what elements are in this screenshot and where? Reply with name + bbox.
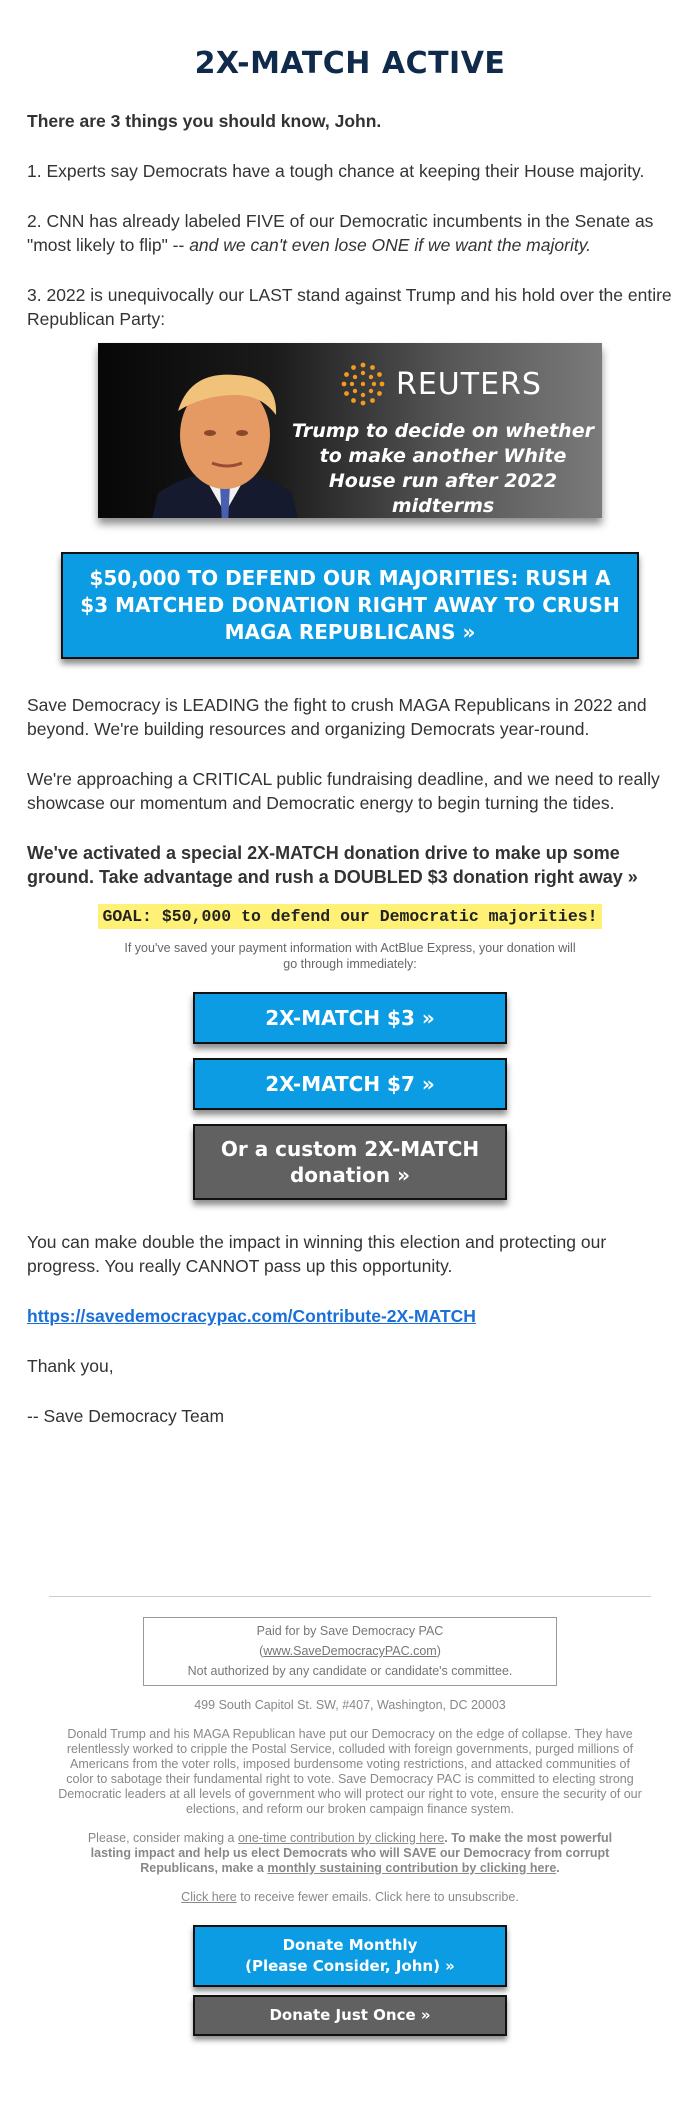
banner-headline: Trump to decide on whether to make another White House run after 2022 midterms	[292, 420, 594, 517]
unsubscribe-text[interactable]: to receive fewer emails. Click here to unsubscribe.	[236, 1890, 519, 1904]
signature: -- Save Democracy Team	[27, 1406, 225, 1426]
footer-divider	[49, 1596, 651, 1597]
monthly-link[interactable]: monthly sustaining contribution by clicking here	[267, 1861, 557, 1875]
footer	[49, 1596, 651, 2036]
thanks-text: Thank you,	[27, 1356, 114, 1376]
donate-7-button[interactable]: 2X-MATCH $7 »	[193, 1058, 507, 1110]
point-2-text: 2. CNN has already labeled FIVE of our Democratic incumbents in the Senate as "most likely to flip" --	[27, 211, 654, 255]
pac-site-link[interactable]: www.SaveDemocracyPAC.com	[263, 1644, 437, 1658]
contribute-link[interactable]: https://savedemocracypac.com/Contribute-2X-MATCH	[27, 1306, 476, 1326]
point-1: 1. Experts say Democrats have a tough chance at keeping their House majority.	[27, 161, 645, 181]
donate-monthly-button[interactable]	[193, 1925, 507, 1987]
body-paragraph-3[interactable]: We've activated a special 2X-MATCH donation drive to make up some ground. Take advantage and rush a DOUBLED $3 donation right away »	[27, 843, 638, 887]
custom-donation-button[interactable]: Or a custom 2X-MATCH donation »	[193, 1124, 507, 1200]
email-body	[27, 0, 673, 2036]
point-2	[27, 209, 673, 257]
consider-text: Please, consider making a	[87, 1831, 238, 1845]
reuters-dots-icon	[340, 361, 386, 407]
main-donate-button[interactable]: $50,000 TO DEFEND OUR MAJORITIES: RUSH A $3 MATCHED DONATION RIGHT AWAY TO CRUSH MAGA REPUBLICANS »	[61, 552, 639, 659]
page-title: 2X-MATCH ACTIVE	[194, 46, 506, 81]
consider-bold-text: . To make the most powerful lasting impact and help us elect Democrats who will SAVE our Democracy from corrupt Republicans, make a	[90, 1831, 613, 1875]
goal-banner	[27, 907, 673, 926]
point-3: 3. 2022 is unequivocally our LAST stand against Trump and his hold over the entire Republican Party:	[27, 285, 672, 329]
reuters-banner-image[interactable]	[98, 343, 602, 518]
one-time-link[interactable]: one-time contribution by clicking here	[237, 1831, 445, 1845]
greeting: There are 3 things you should know, John.	[27, 111, 382, 131]
mission-statement: Donald Trump and his MAGA Republican have put our Democracy on the edge of collapse. They have relentlessly worked to cripple the Postal Service, colluded with foreign governments, purged millions of Americans from the voter rolls, imposed burdensome voting restrictions, and attacked communities of color to sabotage their fundamental right to vote. Save Democracy PAC is committed to electing strong Democratic leaders at all levels of government who will protect our right to vote, ensure the security of our elections, and reform our broken campaign finance system.	[58, 1727, 642, 1816]
not-authorized-text: Not authorized by any candidate or candidate's committee.	[187, 1664, 513, 1678]
donate-monthly-line-2: (Please Consider, John) »	[245, 1957, 455, 1975]
reuters-logo	[340, 361, 542, 407]
donate-once-button[interactable]: Donate Just Once »	[193, 1995, 507, 2036]
donate-3-button[interactable]: 2X-MATCH $3 »	[193, 992, 507, 1044]
fewer-emails-link[interactable]: Click here	[181, 1890, 237, 1904]
fewer-emails-line	[49, 1890, 651, 1905]
body-paragraph-1: Save Democracy is LEADING the fight to crush MAGA Republicans in 2022 and beyond. We're building resources and organizing Democrats year-round.	[27, 695, 647, 739]
actblue-express-note: If you've saved your payment information with ActBlue Express, your donation will go through immediately:	[124, 941, 576, 971]
goal-text: GOAL: $50,000 to defend our Democratic majorities!	[98, 904, 601, 929]
reuters-wordmark: REUTERS	[396, 366, 542, 402]
consider-paragraph	[49, 1831, 651, 1876]
point-2-emphasis: and we can't even lose ONE if we want the majority.	[189, 235, 592, 255]
closing-paragraph: You can make double the impact in winning this election and protecting our progress. You really CANNOT pass up this opportunity.	[27, 1232, 607, 1276]
paid-for-box	[143, 1617, 557, 1686]
address: 499 South Capitol St. SW, #407, Washington, DC 20003	[194, 1698, 506, 1712]
paid-site-line: (www.SaveDemocracyPAC.com)	[259, 1644, 441, 1658]
body-paragraph-2: We're approaching a CRITICAL public fundraising deadline, and we need to really showcase our momentum and Democratic energy to begin turning the tides.	[27, 769, 660, 813]
paid-by-text: Paid for by Save Democracy PAC	[256, 1624, 444, 1638]
consider-end: .	[556, 1861, 560, 1875]
donate-monthly-line-1: Donate Monthly	[282, 1936, 418, 1954]
trump-portrait-image	[150, 353, 300, 518]
